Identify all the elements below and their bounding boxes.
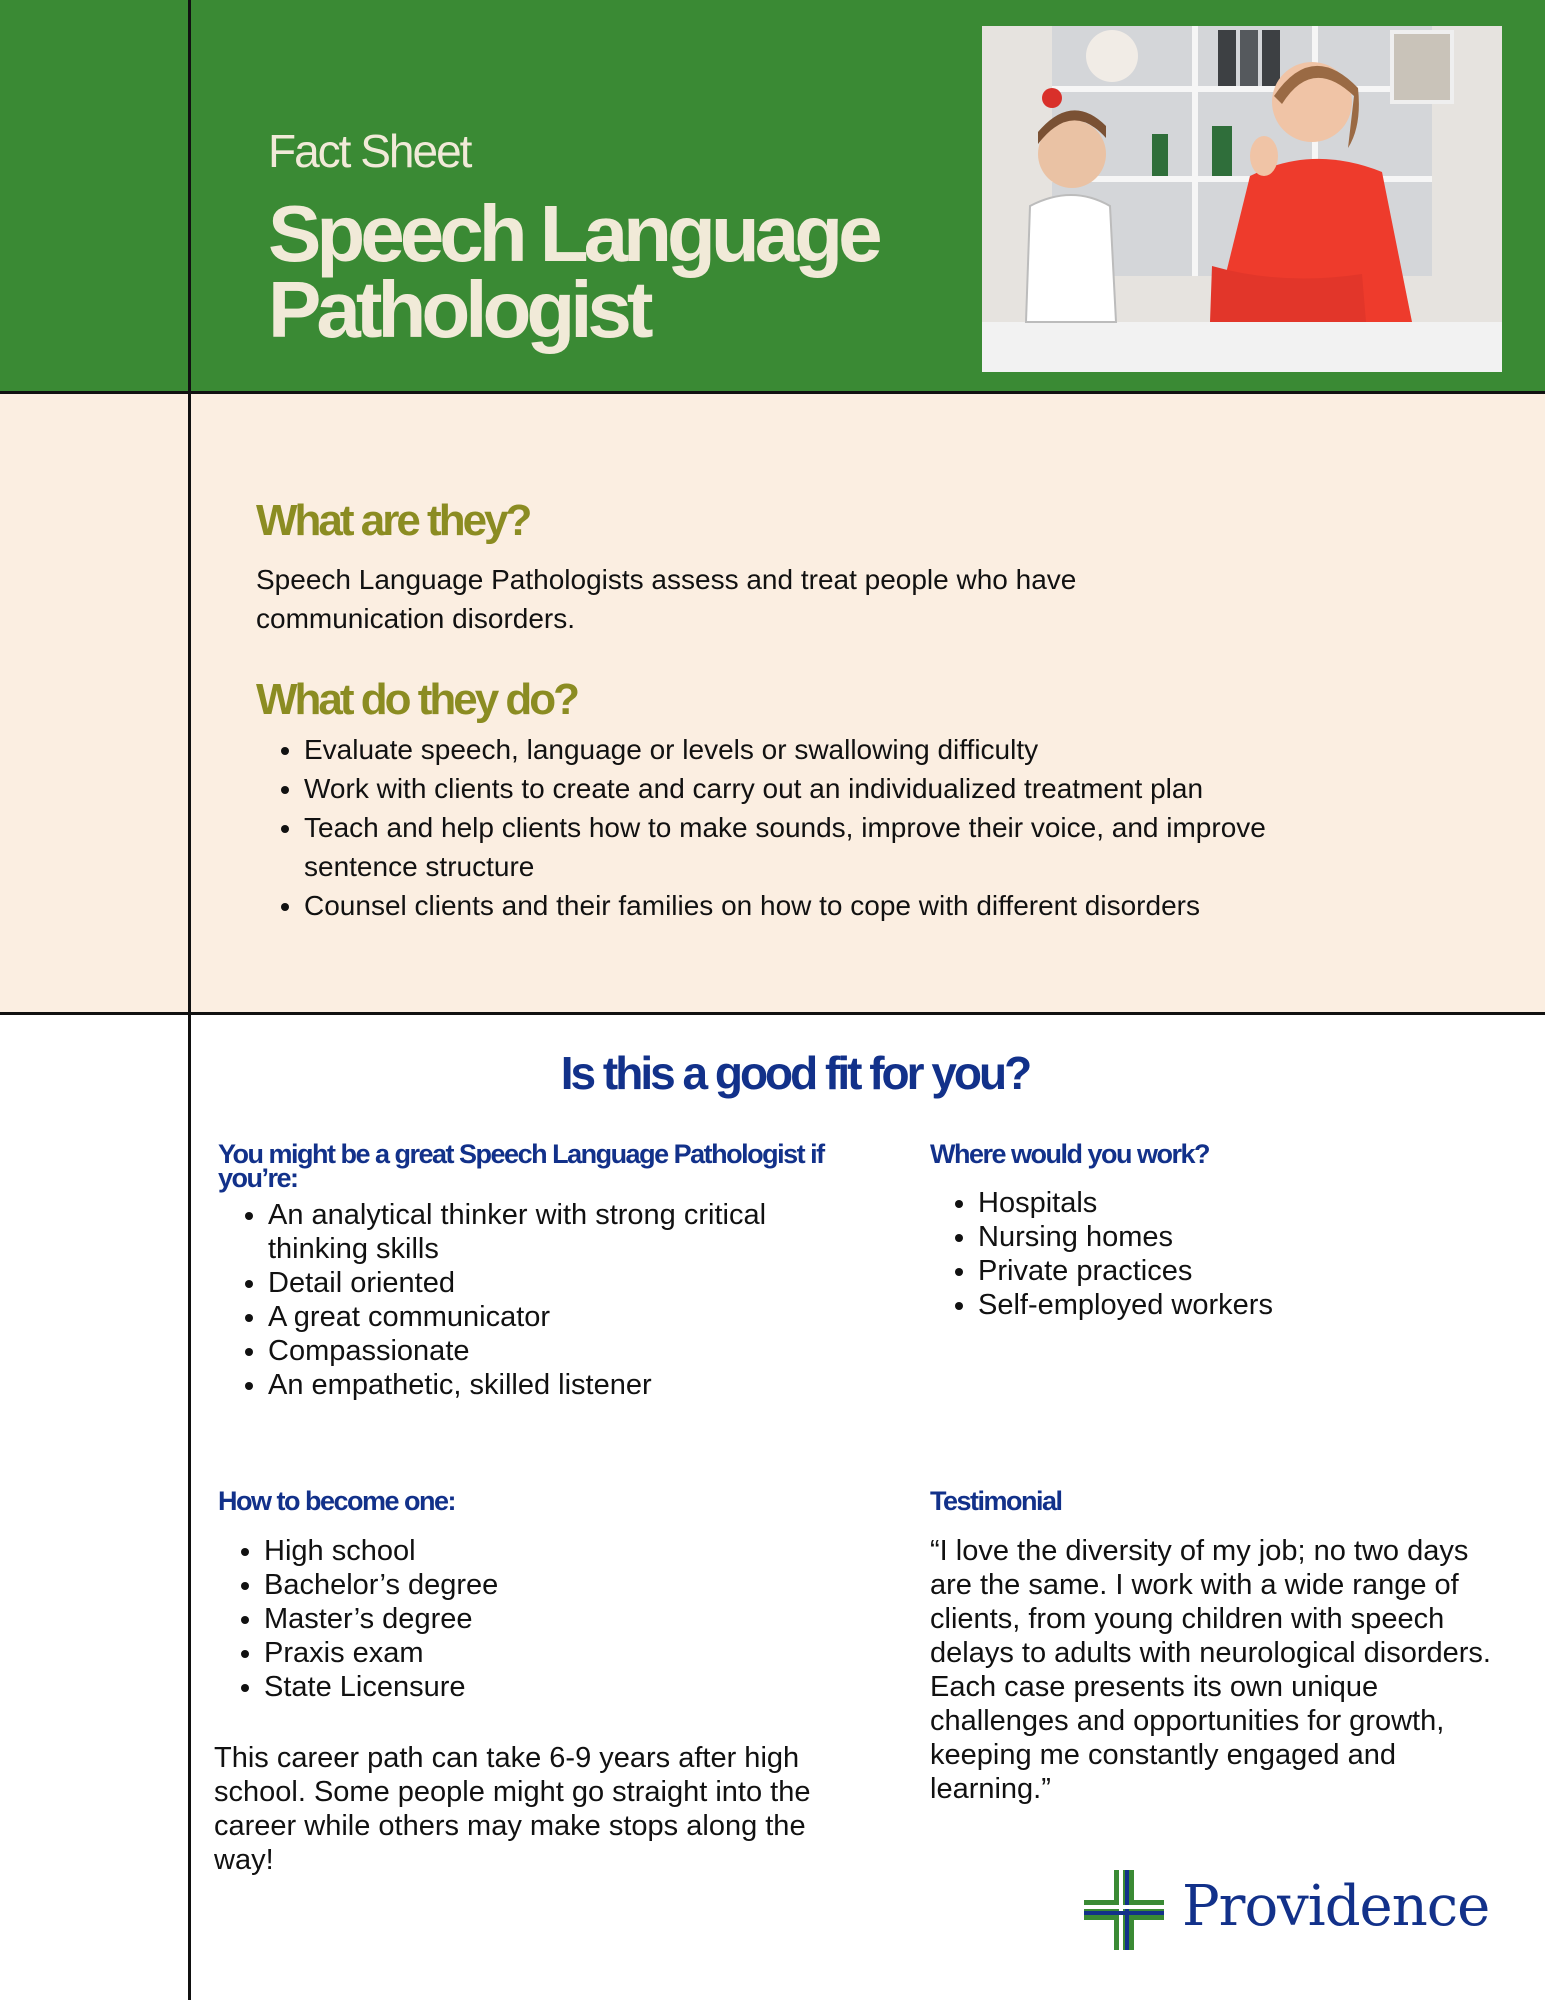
list-item: • Teach and help clients how to make sounds, improve their voice, and improve sentence structure xyxy=(304,808,1304,886)
page-title: Speech Language Pathologist xyxy=(268,189,878,354)
list-item: • Master’s degree xyxy=(264,1602,824,1636)
clinician-and-child-photo xyxy=(982,26,1502,372)
list-item: • Hospitals xyxy=(978,1186,1538,1220)
list-item: • A great communicator xyxy=(268,1300,828,1334)
list-item: • State Licensure xyxy=(264,1670,824,1704)
providence-wordmark: Providence xyxy=(1182,1874,1490,1939)
testimonial-heading: Testimonial xyxy=(930,1486,1062,1516)
providence-logo xyxy=(1084,1868,1504,1952)
list-item: • High school xyxy=(264,1534,824,1568)
testimonial-quote: “I love the diversity of my job; no two days are the same. I work with a wide range of clients, from young children with speech delays to adults with neurological disorders. Each case presents its own unique challenges and opportunities for growth, keeping me constantly engaged and learning.” xyxy=(930,1535,1491,1805)
list-item: • Bachelor’s degree xyxy=(264,1568,824,1602)
great-if-heading: You might be a great Speech Language Pathologist if you’re: xyxy=(218,1139,824,1193)
duties-list xyxy=(256,730,1304,925)
list-item: • Praxis exam xyxy=(264,1636,824,1670)
list-item: • Self-employed workers xyxy=(978,1288,1538,1322)
traits-list xyxy=(220,1198,828,1402)
workplaces-list xyxy=(930,1186,1538,1322)
where-heading: Where would you work? xyxy=(930,1139,1210,1169)
fact-sheet-label: Fact Sheet xyxy=(268,125,471,177)
list-item: • Compassionate xyxy=(268,1334,828,1368)
career-path-note: This career path can take 6-9 years after high school. Some people might go straight into the career while others may make stops along the way! xyxy=(214,1742,811,1876)
list-item: • Detail oriented xyxy=(268,1266,828,1300)
what-are-they-heading: What are they? xyxy=(256,496,530,545)
list-item: • An empathetic, skilled listener xyxy=(268,1368,828,1402)
what-are-they-text: Speech Language Pathologists assess and treat people who have communication disorders. xyxy=(256,564,1077,634)
list-item: • Counsel clients and their families on how to cope with different disorders xyxy=(304,886,1304,925)
what-do-they-do-heading: What do they do? xyxy=(256,675,578,724)
list-item: • Work with clients to create and carry out an individualized treatment plan xyxy=(304,769,1304,808)
divider-middle xyxy=(0,1012,1545,1015)
margin-rule xyxy=(188,0,191,2000)
list-item: • An analytical thinker with strong critical thinking skills xyxy=(268,1198,828,1266)
list-item: • Nursing homes xyxy=(978,1220,1538,1254)
fit-heading: Is this a good fit for you? xyxy=(560,1047,1030,1099)
education-list xyxy=(216,1534,824,1704)
how-heading: How to become one: xyxy=(218,1486,456,1516)
divider-top xyxy=(0,391,1545,394)
list-item: • Private practices xyxy=(978,1254,1538,1288)
providence-cross-icon xyxy=(1084,1870,1164,1950)
list-item: • Evaluate speech, language or levels or swallowing difficulty xyxy=(304,730,1304,769)
photo-illustration xyxy=(982,26,1502,372)
